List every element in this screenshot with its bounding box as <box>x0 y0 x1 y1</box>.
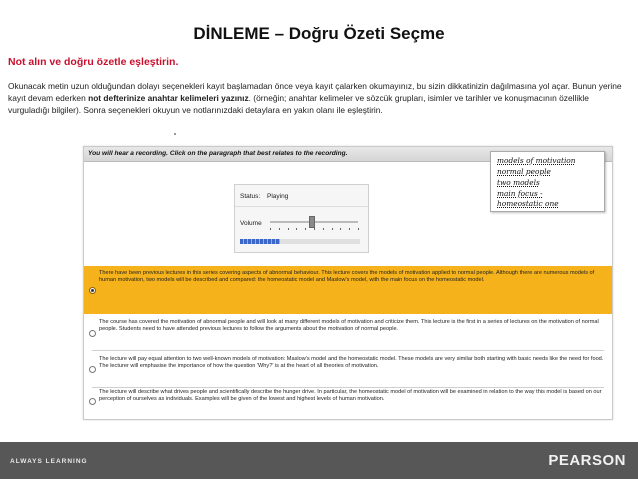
note-line-3: two models <box>497 178 540 187</box>
status-value: Playing <box>267 193 289 200</box>
answer-option-text-3: The lecture will pay equal attention to two well-known models of motivation: Maslow's model and the homeostatic model. These models are very similar both starting with basic needs like the need for food. The lecturer will emphasise the importance of how the question 'Why?' is at the heart of all theories of motivation. <box>99 356 604 370</box>
volume-tick <box>279 228 280 230</box>
instructions-text-2: . (örneğin; anahtar kelimeler ve sözcük grupları, isimler ve tarihler ve konuşmacının özellikle vurguladığı bilgiler). Sonra seçenekleri okuyun ve notlarınızdaki detaylara en yakın olanı ile eşleştirin. <box>8 93 589 115</box>
slide-subtitle: Not alın ve doğru özetle eşleştirin. <box>8 56 179 68</box>
footer-slogan: ALWAYS LEARNING <box>10 458 88 465</box>
note-line-2: normal people <box>497 167 551 176</box>
answer-option-text-1: There have been previous lectures in this series covering aspects of abnormal behaviour. This lecture covers the models of motivation applied to normal people. Although there are numerous models of human motivation, two models will be described and compared: the homeostatic model and Maslow's model, with the main focus on the homeostatic model. <box>99 270 595 284</box>
volume-tick <box>296 228 297 230</box>
volume-tick <box>358 228 359 230</box>
status-label: Status: <box>240 193 261 200</box>
volume-tick <box>288 228 289 230</box>
radio-button-3[interactable] <box>89 366 96 373</box>
note-line-5: homeostatic one <box>497 199 559 208</box>
volume-tick <box>340 228 341 230</box>
radio-button-4[interactable] <box>89 398 96 405</box>
answer-option-4[interactable] <box>84 385 612 418</box>
handwritten-notes <box>490 151 605 212</box>
footer-bar <box>0 442 638 479</box>
pearson-logo: PEARSON <box>548 452 626 469</box>
volume-slider-thumb[interactable] <box>309 216 315 228</box>
answer-option-1[interactable] <box>84 266 612 314</box>
instructions-bold: not defterinize anahtar kelimeleri yazınız <box>88 93 249 103</box>
volume-label: Volume <box>240 220 262 227</box>
note-line-1: models of motivation <box>497 156 576 165</box>
stray-dot <box>174 133 176 135</box>
option-divider <box>92 350 604 351</box>
instructions-paragraph <box>8 80 630 116</box>
volume-tick <box>305 228 306 230</box>
instructions-text-1: Okunacak metin uzun olduğundan dolayı seçenekleri kayıt başlamadan önce veya kayıt çalarken okumayınız, bu sizin dikkatinizin dağılmasına yol açar. Bunun yerine kayıt devam ederken <box>8 81 622 103</box>
volume-tick <box>270 228 271 230</box>
slide-title: DİNLEME – Doğru Özeti Seçme <box>193 24 445 43</box>
playback-progress-fill <box>240 239 280 244</box>
volume-ticks <box>270 228 358 231</box>
audio-player <box>234 184 369 253</box>
answer-option-3[interactable] <box>84 352 612 386</box>
answer-option-text-2: The course has covered the motivation of abnormal people and will look at many different models of motivation and criticize them. This lecture is the first in a series of lectures on the motivation of normal people. Students need to have attended previous lectures to follow the arguments about the motivation of normal people. <box>99 319 599 333</box>
radio-button-1[interactable] <box>89 287 96 294</box>
answer-option-text-4: The lecture will describe what drives people and scientifically describe the hunger drive. In particular, the homeostatic model of motivation will be examined in relation to the way this model is based on our perception of ourselves as individuals. Examples will be given of the lowest and highest levels of human motivation. <box>99 389 602 403</box>
volume-tick <box>332 228 333 230</box>
volume-tick <box>323 228 324 230</box>
radio-button-2[interactable] <box>89 330 96 337</box>
volume-tick <box>314 228 315 230</box>
player-separator <box>235 206 368 207</box>
question-prompt: You will hear a recording. Click on the paragraph that best relates to the recording. <box>88 150 348 157</box>
volume-tick <box>349 228 350 230</box>
note-line-4: main focus - <box>497 189 543 198</box>
answer-option-2[interactable] <box>84 315 612 349</box>
playback-progress-bar <box>240 239 360 244</box>
